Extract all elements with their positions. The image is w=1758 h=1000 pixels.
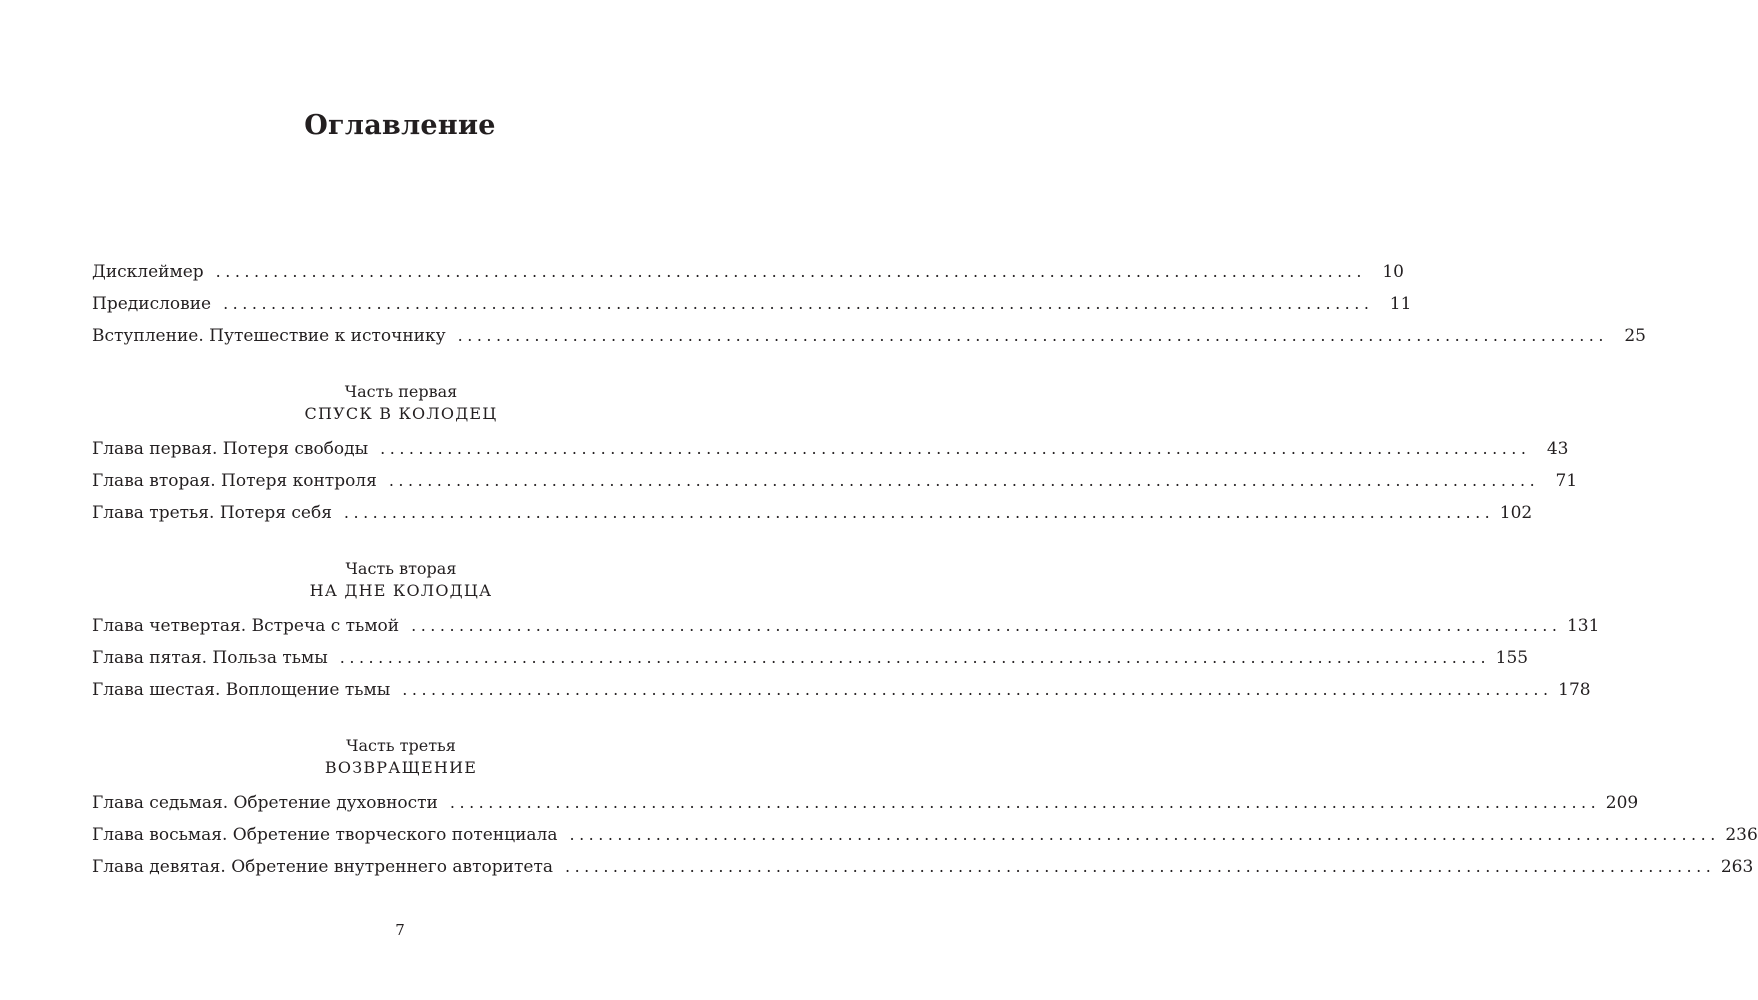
toc-entry-page: 236	[1725, 825, 1758, 845]
toc-entry	[92, 610, 1600, 642]
leader-dots: ........................................................................................................................	[388, 471, 1540, 490]
page-title: Оглавление	[304, 110, 496, 141]
toc-entry	[92, 288, 1412, 320]
leader-dots: ........................................................................................................................	[569, 825, 1720, 844]
leader-dots: ........................................................................................................................	[411, 616, 1562, 635]
toc-entry-page: 131	[1566, 616, 1600, 636]
part-heading	[92, 381, 710, 425]
toc-entry-page: 209	[1605, 793, 1639, 813]
toc-entry-page: 43	[1546, 439, 1569, 459]
part-heading	[92, 558, 710, 602]
leader-dots: ........................................................................................................................	[449, 793, 1601, 812]
toc-entry	[92, 674, 1591, 706]
toc-entry-page: 155	[1495, 648, 1529, 668]
toc-entry-title: Глава седьмая. Обретение духовности	[92, 793, 438, 813]
leader-dots: ........................................................................................................................	[215, 262, 1366, 281]
leader-dots: ........................................................................................................................	[457, 326, 1608, 345]
toc-entry	[92, 256, 1404, 288]
part-name: ВОЗВРАЩЕНИЕ	[324, 758, 478, 777]
toc-entry-page: 263	[1720, 857, 1754, 877]
toc-entry-title: Глава первая. Потеря свободы	[92, 439, 369, 459]
part-label: Часть третья	[346, 736, 456, 755]
toc-entry-page: 178	[1558, 680, 1591, 700]
toc-entry-title: Глава вторая. Потеря контроля	[92, 471, 377, 491]
leader-dots: ........................................................................................................................	[402, 680, 1553, 699]
toc-entry	[92, 851, 1754, 883]
toc-entry	[92, 433, 1569, 465]
toc-entry-title: Глава третья. Потеря себя	[92, 503, 332, 523]
toc-entry-title: Вступление. Путешествие к источнику	[92, 326, 446, 346]
part-label: Часть первая	[344, 382, 458, 401]
toc-entry-title: Дисклеймер	[92, 262, 204, 282]
toc-entry-title: Глава пятая. Польза тьмы	[92, 648, 328, 668]
toc-entry	[92, 787, 1639, 819]
page-number: 7	[395, 921, 405, 939]
toc-entry-page: 71	[1555, 471, 1578, 491]
leader-dots: ........................................................................................................................	[343, 503, 1495, 522]
toc-entry-page: 102	[1499, 503, 1533, 523]
part-label: Часть вторая	[345, 559, 457, 578]
part-name: СПУСК В КОЛОДЕЦ	[304, 404, 498, 423]
leader-dots: ........................................................................................................................	[564, 857, 1716, 876]
toc-entry-title: Глава восьмая. Обретение творческого потенциала	[92, 825, 558, 845]
leader-dots: ........................................................................................................................	[380, 439, 1531, 458]
toc-entry-title: Предисловие	[92, 294, 212, 314]
leader-dots: ........................................................................................................................	[339, 648, 1491, 667]
toc-entry	[92, 465, 1578, 497]
toc-entry-title: Глава шестая. Воплощение тьмы	[92, 680, 391, 700]
toc-entry	[92, 642, 1529, 674]
toc-entry-title: Глава четвертая. Встреча с тьмой	[92, 616, 400, 636]
toc-entry-title: Глава девятая. Обретение внутреннего авторитета	[92, 857, 553, 877]
toc-entry-page: 10	[1382, 262, 1404, 282]
toc-entry	[92, 819, 1758, 851]
part-name: НА ДНЕ КОЛОДЦА	[309, 581, 493, 600]
table-of-contents	[92, 256, 1758, 883]
toc-entry	[92, 320, 1646, 352]
leader-dots: ........................................................................................................................	[223, 294, 1374, 313]
toc-entry-page: 25	[1624, 326, 1646, 346]
part-heading	[92, 735, 710, 779]
toc-entry-page: 11	[1389, 294, 1412, 314]
toc-entry	[92, 497, 1533, 529]
